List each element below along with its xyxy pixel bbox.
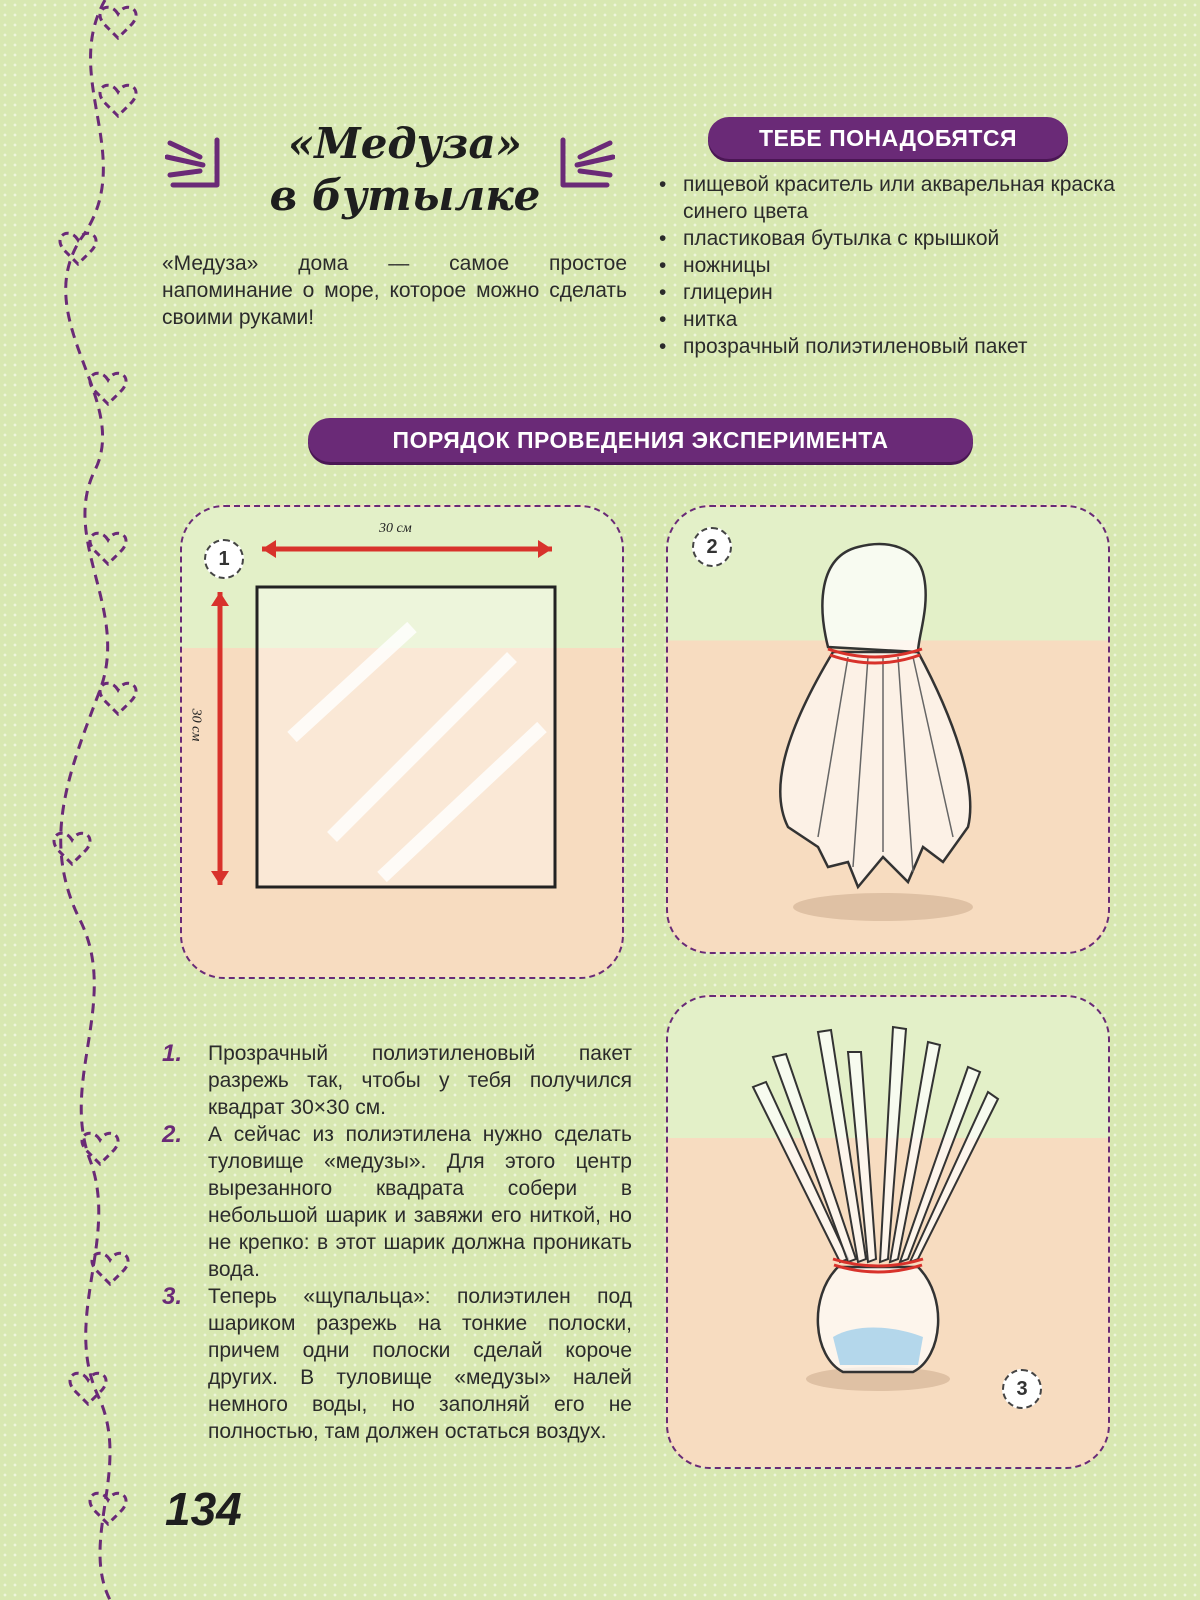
figure-3-card <box>666 995 1110 1469</box>
step-text: Теперь «щупальца»: полиэтилен под шариком разрежь на тонкие полоски, причем одни полоски сделай короче других. В туловище «медузы» налей немного воды, но заполняй его не полностью, там должен остаться воздух. <box>208 1285 632 1443</box>
page-title <box>255 118 555 222</box>
jellyfish-body-tied-illustration <box>668 507 1108 952</box>
step-text: Прозрачный полиэтиленовый пакет разрежь так, чтобы у тебя получился квадрат 30×30 см. <box>208 1042 632 1119</box>
needs-item: • нитка <box>655 306 1125 333</box>
needs-item: • пластиковая бутылка с крышкой <box>655 225 1125 252</box>
step-number: 1. <box>162 1040 183 1067</box>
figure-number: 1 <box>204 539 244 579</box>
title-line-1: «Медуза» <box>287 119 523 168</box>
figure-number: 3 <box>1002 1369 1042 1409</box>
heart-vine-decoration <box>0 0 170 1600</box>
step-item <box>162 1283 632 1445</box>
figure-2-card <box>666 505 1110 954</box>
step-item <box>162 1040 632 1121</box>
needs-item: • глицерин <box>655 279 1125 306</box>
width-label: 30 см <box>379 521 412 536</box>
title-line-2: в бутылке <box>269 171 541 220</box>
step-number: 3. <box>162 1283 183 1310</box>
figure-1-card <box>180 505 624 979</box>
needs-item: • ножницы <box>655 252 1125 279</box>
steps-list <box>162 1040 632 1445</box>
page-number: 134 <box>165 1483 242 1535</box>
needs-heading: ТЕБЕ ПОНАДОБЯТСЯ <box>708 117 1068 159</box>
intro-text: «Медуза» дома — самое простое напоминание о море, которое можно сделать своими руками! <box>162 252 627 329</box>
figure-number: 2 <box>692 527 732 567</box>
needs-list <box>655 171 1125 360</box>
jellyfish-tentacles-illustration <box>668 997 1108 1467</box>
order-heading: ПОРЯДОК ПРОВЕДЕНИЯ ЭКСПЕРИМЕНТА <box>308 418 973 462</box>
step-item <box>162 1121 632 1283</box>
title-left-decoration <box>165 135 225 195</box>
title-right-decoration <box>555 135 615 195</box>
step-text: А сейчас из полиэтилена нужно сделать туловище «медузы». Для этого центр вырезанного квадрата собери в небольшой шарик и завяжи его ниткой, но не крепко: в этот шарик должна проникать вода. <box>208 1123 632 1281</box>
height-label: 30 см <box>188 708 204 742</box>
polyethylene-square-illustration <box>182 507 622 977</box>
step-number: 2. <box>162 1121 183 1148</box>
needs-item: • пищевой краситель или акварельная краска синего цвета <box>655 171 1125 225</box>
needs-item: • прозрачный полиэтиленовый пакет <box>655 333 1125 360</box>
